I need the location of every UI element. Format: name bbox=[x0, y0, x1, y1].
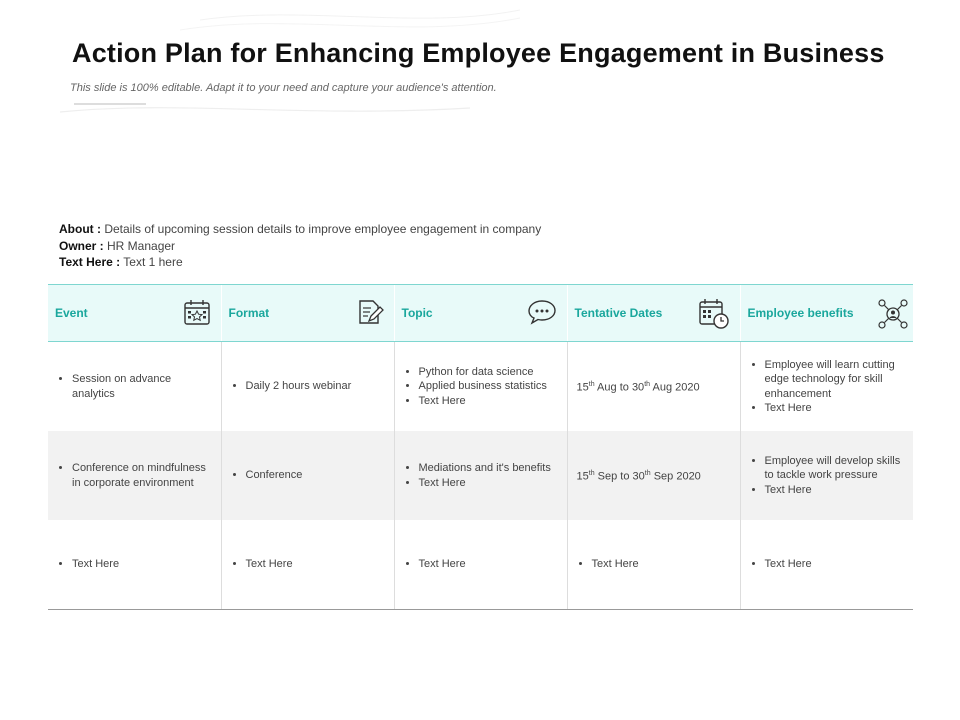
cell-format bbox=[221, 431, 394, 520]
cell-dates bbox=[567, 520, 740, 610]
list-item: • Session on advance analytics bbox=[72, 372, 213, 401]
calendar-clock-icon bbox=[698, 298, 730, 330]
text-value: Text 1 here bbox=[123, 255, 183, 269]
cell-benefits bbox=[740, 520, 913, 610]
calendar-star-icon bbox=[183, 298, 211, 326]
owner-value: HR Manager bbox=[107, 238, 176, 253]
page-title: Action Plan for Enhancing Employee Engagement in Business bbox=[72, 38, 885, 68]
cell-dates: 15th Aug to 30th Aug 2020 bbox=[567, 342, 740, 432]
cell-event bbox=[48, 520, 221, 610]
cell-format bbox=[221, 342, 394, 432]
cell-format bbox=[221, 520, 394, 610]
header-format-label: Format bbox=[228, 306, 270, 320]
cell-event bbox=[48, 342, 221, 432]
list-item: • Mediations and it's benefits bbox=[419, 461, 559, 476]
page-subtitle: This slide is 100% editable. Adapt it to your need and capture your audience's attention. bbox=[70, 82, 497, 94]
list-item: • Text Here bbox=[246, 557, 386, 572]
table-row bbox=[48, 520, 913, 610]
header-format bbox=[221, 285, 394, 342]
list-item: • Text Here bbox=[72, 557, 213, 572]
list-item: • Text Here bbox=[419, 476, 559, 491]
about-value: Details of upcoming session details to improve employee engagement in company bbox=[104, 222, 542, 236]
list-item: • Text Here bbox=[419, 557, 559, 572]
cell-topic bbox=[394, 342, 567, 432]
header-topic-label: Topic bbox=[401, 306, 433, 320]
list-item: • Applied business statistics bbox=[419, 379, 559, 394]
about-label: About : bbox=[59, 222, 101, 236]
list-item: • Text Here bbox=[419, 394, 559, 409]
speech-bubble-icon bbox=[527, 298, 557, 326]
about-line bbox=[59, 221, 541, 238]
list-item: • Text Here bbox=[765, 557, 906, 572]
header-benefits bbox=[740, 285, 913, 342]
list-item: • Employee will develop skills to tackle work pressure bbox=[765, 454, 906, 483]
text-line bbox=[59, 254, 541, 271]
header-dates bbox=[567, 285, 740, 342]
table-header-row bbox=[48, 285, 913, 342]
list-item: • Employee will learn cutting edge technology for skill enhancement bbox=[765, 358, 906, 402]
cell-event bbox=[48, 431, 221, 520]
cell-benefits bbox=[740, 342, 913, 432]
cell-topic bbox=[394, 431, 567, 520]
header-dates-label: Tentative Dates bbox=[574, 306, 663, 320]
list-item: • Conference on mindfulness in corporate environment bbox=[72, 461, 213, 490]
header-event bbox=[48, 285, 221, 342]
list-item: • Daily 2 hours webinar bbox=[246, 379, 386, 394]
cell-benefits bbox=[740, 431, 913, 520]
list-item: • Conference bbox=[246, 468, 386, 483]
table-row bbox=[48, 431, 913, 520]
list-item: • Python for data science bbox=[419, 365, 559, 380]
text-label: Text Here : bbox=[59, 255, 121, 269]
header-topic bbox=[394, 285, 567, 342]
action-plan-table bbox=[48, 284, 913, 610]
cell-topic bbox=[394, 520, 567, 610]
list-item: • Text Here bbox=[592, 557, 732, 572]
table-row bbox=[48, 342, 913, 432]
document-pen-icon bbox=[356, 298, 384, 326]
cell-dates: 15th Sep to 30th Sep 2020 bbox=[567, 431, 740, 520]
owner-line bbox=[59, 238, 541, 255]
owner-label: Owner : bbox=[59, 238, 104, 253]
header-benefits-label: Employee benefits bbox=[747, 306, 854, 320]
header-event-label: Event bbox=[55, 306, 88, 320]
list-item: • Text Here bbox=[765, 483, 906, 498]
meta-block bbox=[59, 221, 541, 271]
list-item: • Text Here bbox=[765, 401, 906, 416]
employee-network-icon bbox=[877, 298, 909, 330]
